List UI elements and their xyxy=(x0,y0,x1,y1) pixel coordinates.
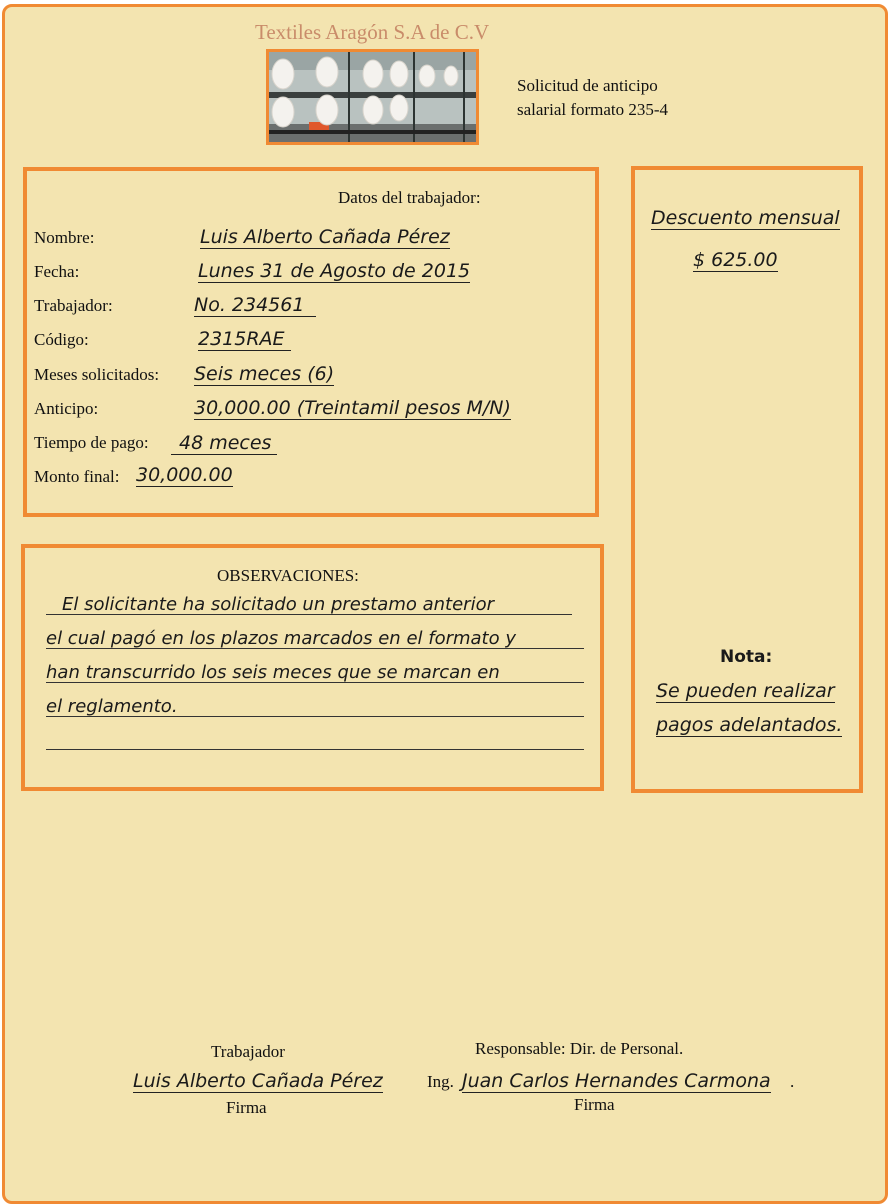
field-label-payment-time: Tiempo de pago: xyxy=(34,433,149,452)
form-title-line2: salarial formato 235-4 xyxy=(517,100,669,119)
observation-rule-5 xyxy=(46,749,584,750)
note-title: Nota: xyxy=(720,647,773,667)
responsible-prefix: Ing. xyxy=(427,1072,454,1091)
form-title xyxy=(517,74,668,122)
worker-data-heading: Datos del trabajador: xyxy=(338,188,481,207)
form-title-line1: Solicitud de anticipo xyxy=(517,76,658,95)
field-value-worker: No. 234561 xyxy=(194,294,316,317)
textile-spools-photo xyxy=(266,49,479,145)
field-value-months: Seis meces (6) xyxy=(194,363,335,385)
responsible-role: Responsable: Dir. de Personal. xyxy=(475,1039,684,1058)
company-name: Textiles Aragón S.A de C.V xyxy=(255,20,490,44)
responsible-signature-label: Firma xyxy=(574,1095,615,1114)
field-value-code: 2315RAE xyxy=(198,328,291,351)
worker-data-box xyxy=(23,167,599,517)
field-label-date: Fecha: xyxy=(34,262,80,281)
field-label-final-amount: Monto final: xyxy=(34,467,120,486)
field-label-months: Meses solicitados: xyxy=(34,365,160,384)
observation-line-3: han transcurrido los seis meces que se marcan en xyxy=(46,662,500,683)
observation-line-2: el cual pagó en los plazos marcados en el formato y xyxy=(46,628,516,649)
worker-signature-name: Luis Alberto Cañada Pérez xyxy=(133,1070,383,1092)
field-value-name: Luis Alberto Cañada Pérez xyxy=(200,226,450,248)
field-value-date: Lunes 31 de Agosto de 2015 xyxy=(198,260,471,282)
observation-rule-4 xyxy=(46,716,584,717)
worker-signature-label: Firma xyxy=(226,1098,267,1117)
observations-heading: OBSERVACIONES: xyxy=(217,566,359,585)
field-label-name: Nombre: xyxy=(34,228,95,247)
discount-title: Descuento mensual xyxy=(651,207,840,229)
field-label-worker: Trabajador: xyxy=(34,296,113,315)
field-value-payment-time: 48 meces xyxy=(171,432,277,455)
worker-signature-role: Trabajador xyxy=(211,1042,285,1061)
field-label-advance: Anticipo: xyxy=(34,399,99,418)
responsible-name: Juan Carlos Hernandes Carmona xyxy=(462,1070,771,1092)
observation-rule-3 xyxy=(46,682,584,683)
field-value-advance: 30,000.00 (Treintamil pesos M/N) xyxy=(194,397,511,419)
observation-rule-2 xyxy=(46,648,584,649)
field-value-final-amount: 30,000.00 xyxy=(136,464,233,486)
note-line2: pagos adelantados. xyxy=(656,714,843,736)
field-label-code: Código: xyxy=(34,330,89,349)
observation-line-1: El solicitante ha solicitado un prestamo anterior xyxy=(62,594,494,615)
textile-spools-illustration xyxy=(269,52,476,142)
observation-line-4: el reglamento. xyxy=(46,696,178,717)
discount-value: $ 625.00 xyxy=(693,249,778,271)
note-line1: Se pueden realizar xyxy=(656,680,835,702)
observation-rule-1 xyxy=(46,614,572,615)
responsible-suffix: . xyxy=(790,1072,795,1091)
